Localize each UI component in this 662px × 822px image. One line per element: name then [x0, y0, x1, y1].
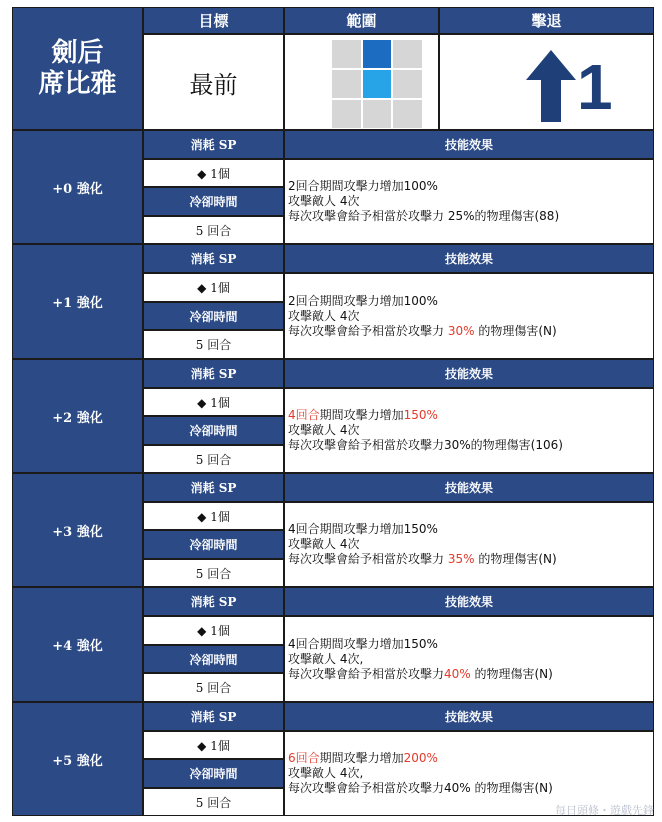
effect-highlight: 150%: [403, 408, 438, 422]
character-name-cell: [12, 7, 143, 130]
cooldown-header: 冷卻時間: [143, 187, 284, 216]
sp-cost-header: 消耗 SP: [143, 359, 284, 388]
sp-cost-header: 消耗 SP: [143, 587, 284, 616]
effect-header: 技能效果: [284, 473, 654, 502]
effect-segment: 2回合期間攻擊力增加100%: [288, 294, 438, 308]
effect-line: [288, 667, 553, 682]
sp-cost-value: ◆ 1個: [143, 616, 284, 645]
effect-line: [288, 423, 563, 438]
level-label: +4 強化: [12, 587, 143, 702]
range-grid-square: [393, 70, 422, 98]
cooldown-value: 5 回合: [143, 216, 284, 244]
cooldown-header: 冷卻時間: [143, 759, 284, 788]
effect-segment: 每次攻擊會給予相當於攻擊力: [288, 667, 445, 681]
cooldown-value: 5 回合: [143, 673, 284, 702]
range-grid-square: [363, 40, 392, 68]
effect-line: [288, 408, 563, 423]
range-header: 範圍: [284, 7, 439, 34]
target-value: 最前: [189, 70, 238, 99]
effect-segment: 的物理傷害(N): [474, 552, 557, 566]
effect-segment: 期間攻擊力增加: [319, 751, 404, 765]
effect-line: [288, 522, 557, 537]
effect-segment: 期間攻擊力增加: [319, 408, 404, 422]
effect-line: [288, 179, 559, 194]
effect-header: 技能效果: [284, 359, 654, 388]
character-name-line2: 席比雅: [38, 68, 117, 99]
range-grid-square: [332, 40, 361, 68]
effect-segment: 攻擊敵人 4次: [288, 537, 360, 551]
effect-text: [288, 522, 557, 567]
cooldown-value: 5 回合: [143, 559, 284, 587]
level-label: +5 強化: [12, 702, 143, 816]
cooldown-header: 冷卻時間: [143, 416, 284, 445]
cooldown-value: 5 回合: [143, 445, 284, 473]
effect-line: [288, 751, 553, 766]
sp-cost-value: ◆ 1個: [143, 731, 284, 759]
effect-line: [288, 324, 557, 339]
effect-line: [288, 652, 553, 667]
level-label: +0 強化: [12, 130, 143, 244]
effect-segment: 攻擊敵人 4次,: [288, 652, 364, 666]
cooldown-header: 冷卻時間: [143, 302, 284, 330]
effect-line: [288, 194, 559, 209]
effect-segment: 的物理傷害(N): [474, 324, 557, 338]
sp-cost-value: ◆ 1個: [143, 159, 284, 187]
effect-highlight: 30%: [447, 324, 475, 338]
level-label: +2 強化: [12, 359, 143, 473]
level-label: +1 強化: [12, 244, 143, 359]
effect-segment: 每次攻擊會給予相當於攻擊力: [288, 552, 448, 566]
range-grid-square: [393, 40, 422, 68]
effect-segment: 每次攻擊會給予相當於攻擊力 25%的物理傷害(88): [288, 209, 560, 223]
target-header: 目標: [143, 7, 284, 34]
range-grid: [332, 40, 422, 128]
range-grid-square: [332, 100, 361, 128]
arrow-up-icon: [526, 50, 576, 122]
effect-segment: 攻擊敵人 4次: [288, 194, 360, 208]
effect-line: [288, 209, 559, 224]
effect-segment: 的物理傷害(N): [470, 667, 553, 681]
effect-header: 技能效果: [284, 130, 654, 159]
effect-segment: 每次攻擊會給予相當於攻擊力30%的物理傷害(106): [288, 438, 563, 452]
effect-segment: 每次攻擊會給予相當於攻擊力: [288, 324, 448, 338]
effect-header: 技能效果: [284, 587, 654, 616]
effect-line: [288, 781, 553, 796]
effect-highlight: 6回合: [288, 751, 320, 765]
effect-header: 技能效果: [284, 702, 654, 731]
sp-cost-header: 消耗 SP: [143, 702, 284, 731]
level-label: +3 強化: [12, 473, 143, 587]
effect-text: [288, 637, 553, 682]
effect-highlight: 35%: [447, 552, 475, 566]
sp-cost-header: 消耗 SP: [143, 130, 284, 159]
effect-text: [288, 751, 553, 796]
effect-text: [288, 408, 563, 453]
sp-cost-value: ◆ 1個: [143, 388, 284, 416]
effect-segment: 4回合期間攻擊力增加150%: [288, 637, 438, 651]
sp-cost-header: 消耗 SP: [143, 473, 284, 502]
effect-header: 技能效果: [284, 244, 654, 273]
effect-segment: 攻擊敵人 4次: [288, 309, 360, 323]
cooldown-value: 5 回合: [143, 330, 284, 359]
character-name-line1: 劍后: [51, 37, 104, 68]
effect-segment: 每次攻擊會給予相當於攻擊力40% 的物理傷害(N): [288, 781, 553, 795]
watermark: 每日頭條・遊戲先鋒: [555, 804, 654, 817]
sp-cost-value: ◆ 1個: [143, 273, 284, 302]
cooldown-value: 5 回合: [143, 788, 284, 816]
effect-highlight: 200%: [403, 751, 438, 765]
effect-segment: 攻擊敵人 4次: [288, 423, 360, 437]
target-value-cell: [143, 34, 284, 130]
effect-line: [288, 637, 553, 652]
effect-segment: 4回合期間攻擊力增加150%: [288, 522, 438, 536]
knockback-value: 1: [577, 51, 613, 123]
effect-line: [288, 766, 553, 781]
range-grid-square: [363, 70, 392, 98]
effect-highlight: 40%: [444, 667, 471, 681]
effect-line: [288, 438, 563, 453]
effect-line: [288, 552, 557, 567]
effect-segment: 攻擊敵人 4次,: [288, 766, 364, 780]
knockback-header: 擊退: [439, 7, 654, 34]
effect-segment: 2回合期間攻擊力增加100%: [288, 179, 438, 193]
effect-line: [288, 537, 557, 552]
effect-line: [288, 294, 557, 309]
cooldown-header: 冷卻時間: [143, 530, 284, 559]
effect-line: [288, 309, 557, 324]
effect-text: [288, 294, 557, 339]
range-grid-square: [332, 70, 361, 98]
range-grid-square: [393, 100, 422, 128]
sp-cost-header: 消耗 SP: [143, 244, 284, 273]
effect-text: [288, 179, 559, 224]
sp-cost-value: ◆ 1個: [143, 502, 284, 530]
range-grid-square: [363, 100, 392, 128]
cooldown-header: 冷卻時間: [143, 645, 284, 673]
effect-highlight: 4回合: [288, 408, 320, 422]
